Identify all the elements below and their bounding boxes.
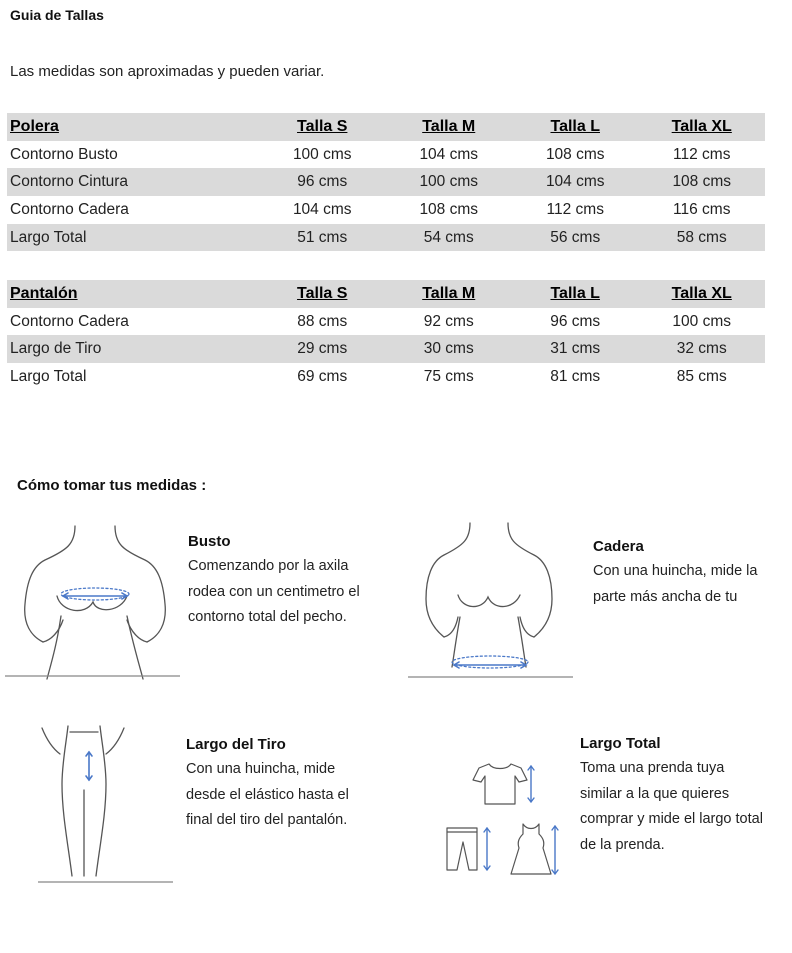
table-cell: 56 cms — [512, 224, 639, 252]
table-cell: 92 cms — [423, 312, 474, 330]
busto-text — [188, 554, 398, 631]
size-table-pantalon — [7, 280, 765, 391]
row-label: Contorno Cadera — [10, 312, 129, 330]
table-cell: 69 cms — [297, 367, 348, 385]
header-cell: Pantalón — [7, 280, 259, 308]
table-cell: 75 cms — [423, 367, 474, 385]
table-header-row — [7, 113, 765, 141]
row-label: Contorno Busto — [10, 145, 118, 163]
table-row — [7, 168, 765, 196]
header-cell: Talla S — [259, 280, 385, 308]
tiro-line: Con una huincha, mide — [186, 761, 336, 777]
busto-line: rodea con un centimetro el — [188, 583, 360, 600]
largo-total-title: Largo Total — [580, 735, 661, 752]
header-cell: Talla XL — [638, 280, 765, 308]
row-label: Contorno Cintura — [7, 168, 259, 196]
table-cell: 54 cms — [385, 224, 512, 252]
table-cell: 112 cms — [673, 145, 731, 163]
table-cell: 104 cms — [292, 200, 352, 218]
table-row — [7, 141, 765, 169]
intro-text: Las medidas son aproximadas y pueden variar. — [10, 63, 325, 80]
header-cell: Talla M — [385, 280, 511, 308]
table-cell: 88 cms — [297, 312, 348, 330]
busto-section — [188, 533, 398, 631]
busto-line: Comenzando por la axila — [188, 558, 349, 574]
bust-illustration — [5, 524, 180, 680]
row-label: Largo de Tiro — [7, 335, 259, 363]
busto-title: Busto — [188, 533, 231, 550]
largo-total-text — [580, 756, 792, 858]
largo-total-line: comprar y mide el largo total — [580, 811, 763, 827]
largo-total-line: similar a la que quieres — [580, 785, 730, 802]
header-cell: Polera — [7, 113, 259, 141]
table-cell: 96 cms — [259, 168, 386, 196]
largo-total-line: de la prenda. — [580, 836, 665, 853]
header-cell: Talla M — [385, 113, 512, 141]
header-cell: Talla S — [259, 113, 386, 141]
table-row — [7, 335, 765, 363]
table-cell: 85 cms — [676, 367, 727, 385]
cadera-title: Cadera — [593, 538, 644, 555]
howto-title: Cómo tomar tus medidas : — [17, 477, 207, 494]
largo-total-line: Toma una prenda tuya — [580, 760, 725, 776]
header-cell: Talla L — [512, 113, 639, 141]
table-cell: 108 cms — [419, 200, 479, 218]
cadera-section — [593, 538, 792, 610]
table-header-row — [7, 280, 765, 308]
table-cell: 116 cms — [673, 200, 731, 218]
tiro-section — [186, 736, 396, 834]
table-cell: 104 cms — [512, 168, 639, 196]
table-cell: 81 cms — [550, 367, 601, 385]
table-cell: 31 cms — [512, 335, 638, 363]
table-cell: 100 cms — [672, 312, 732, 330]
header-cell: Talla L — [512, 280, 638, 308]
size-table-polera — [7, 113, 765, 251]
inseam-illustration — [38, 724, 173, 886]
cadera-text — [593, 559, 792, 610]
table-cell: 30 cms — [385, 335, 511, 363]
table-cell: 112 cms — [546, 200, 604, 218]
hip-illustration — [408, 521, 573, 681]
page-title: Guia de Tallas — [10, 7, 104, 23]
table-cell: 108 cms — [638, 168, 765, 196]
table-cell: 29 cms — [259, 335, 385, 363]
table-cell: 96 cms — [550, 312, 601, 330]
table-cell: 100 cms — [385, 168, 512, 196]
table-row — [7, 308, 765, 336]
tiro-text — [186, 757, 396, 834]
row-label: Contorno Cadera — [10, 200, 129, 218]
cadera-line: parte más ancha de tu — [593, 588, 738, 605]
table-cell: 108 cms — [545, 145, 605, 163]
table-cell: 100 cms — [292, 145, 352, 163]
table-row — [7, 196, 765, 224]
cadera-line: Con una huincha, mide la — [593, 563, 758, 579]
tiro-title: Largo del Tiro — [186, 736, 286, 753]
table-cell: 51 cms — [259, 224, 386, 252]
tiro-line: final del tiro del pantalón. — [186, 812, 348, 828]
tiro-line: desde el elástico hasta el — [186, 786, 349, 803]
table-cell: 58 cms — [638, 224, 765, 252]
largo-total-section — [580, 735, 792, 858]
header-cell: Talla XL — [638, 113, 765, 141]
row-label: Largo Total — [10, 367, 87, 385]
row-label: Largo Total — [7, 224, 259, 252]
table-row — [7, 224, 765, 252]
table-cell: 32 cms — [638, 335, 765, 363]
table-row — [7, 363, 765, 391]
busto-line: contorno total del pecho. — [188, 609, 347, 625]
table-cell: 104 cms — [419, 145, 479, 163]
garments-illustration — [443, 758, 563, 878]
